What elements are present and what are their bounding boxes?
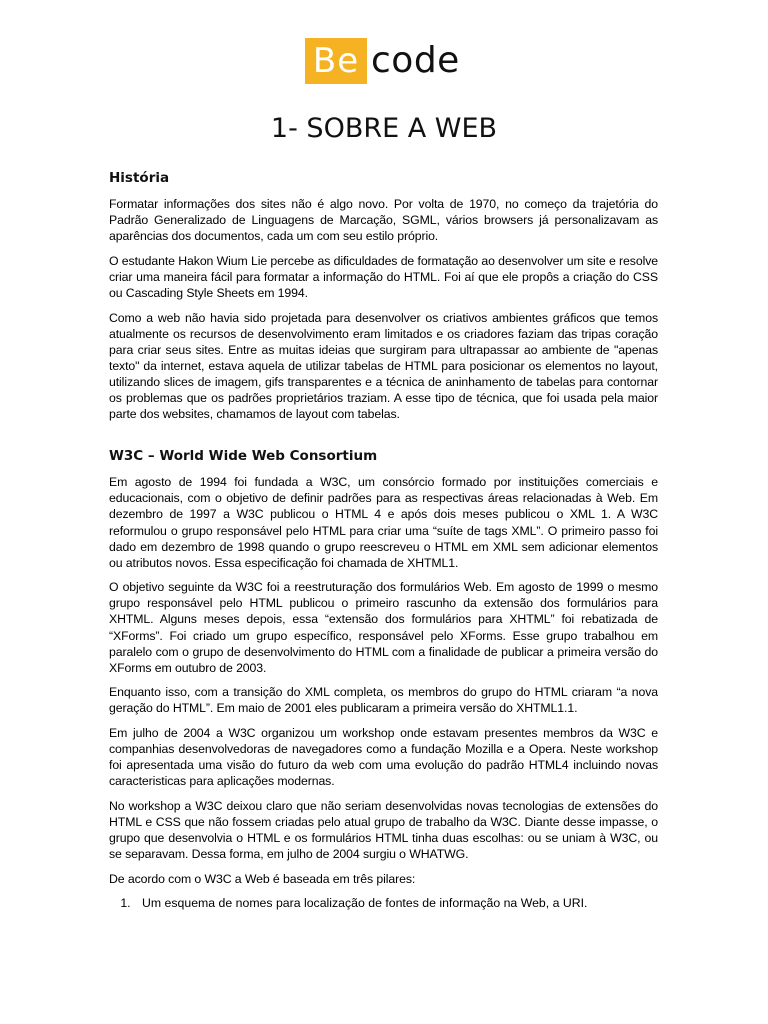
becode-logo: [305, 38, 460, 84]
w3c-paragraph: Em agosto de 1994 foi fundada a W3C, um consórcio formado por instituições comerciais e educacionais, com o objetivo de definir padrões para as respectivas áreas relacionadas à Web. Em dezembro de 1997 a W3C publicou o HTML 4 e após dois meses publicou o XML 1. A W3C reformulou o grupo responsável pelo HTML para criar uma “suíte de tags XML”. O primeiro passo foi dado em dezembro de 1998 quando o grupo reescreveu o HTML em XML sem adicionar elementos ou atributos novos. Essa especificação foi chamada de XHTML1.: [109, 475, 658, 570]
page-title: 1- SOBRE A WEB: [270, 113, 498, 144]
w3c-paragraph: Enquanto isso, com a transição do XML completa, os membros do grupo do HTML criaram “a nova geração do HTML”. Em maio de 2001 eles publicaram a primeira versão do XHTML1.1.: [109, 685, 658, 716]
logo-highlight: Be: [305, 38, 367, 84]
history-paragraph: O estudante Hakon Wium Lie percebe as dificuldades de formatação ao desenvolver um site e resolve criar uma maneira fácil para formatar a informação do HTML. Foi aí que ele propôs a criação do CSS ou Cascading Style Sheets em 1994.: [109, 253, 658, 300]
history-paragraph: Formatar informações dos sites não é algo novo. Por volta de 1970, no começo da trajetória do Padrão Generalizado de Linguagens de Marcação, SGML, vários browsers já personalizavam as aparências dos documentos, cada um com seu estilo próprio.: [109, 197, 658, 244]
pillars-list: [109, 895, 658, 911]
logo-text: code: [371, 40, 460, 81]
history-heading: História: [109, 170, 170, 186]
history-paragraph: Como a web não havia sido projetada para desenvolver os criativos ambientes gráficos que temos atualmente os recursos de desenvolvimento eram limitados e os criadores faziam das tripas coração para criar seus sites. Entre as muitas ideias que surgiram para ultrapassar ao ambiente de "apenas texto" da internet, estava aquela de utilizar tabelas de HTML para posicionar os elementos no layout, utilizando slices de imagem, gifs transparentes e a técnica de aninhamento de tabelas para contornar os problemas que os padrões proprietários traziam. A esse tipo de técnica, que foi usada pela maior parte dos websites, chamamos de layout com tabelas.: [109, 310, 658, 422]
w3c-paragraph: O objetivo seguinte da W3C foi a reestruturação dos formulários Web. Em agosto de 1999 o mesmo grupo responsável pelo HTML publicou o primeiro rascunho da extensão dos formulários para XHTML. Alguns meses depois, essa “extensão dos formulários para XHTML” foi rebatizada de “XForms”. Foi criado um grupo específico, responsável pelo XForms. Esse grupo trabalhou em paralelo com o grupo de desenvolvimento do HTML com a finalidade de publicar a primeira versão do XForms em outubro de 2003.: [109, 580, 658, 675]
w3c-paragraph: No workshop a W3C deixou claro que não seriam desenvolvidas novas tecnologias de extensões do HTML e CSS que não fossem criadas pelo atual grupo de trabalho da W3C. Diante desse impasse, o grupo que desenvolvia o HTML e os formulários HTML tinha duas escolhas: ou se uniam à W3C, ou se separavam. Dessa forma, em julho de 2004 surgiu o WHATWG.: [109, 798, 658, 862]
list-item: 1. Um esquema de nomes para localização de fontes de informação na Web, a URI.: [134, 895, 658, 911]
w3c-paragraph: De acordo com o W3C a Web é baseada em três pilares:: [109, 871, 416, 886]
w3c-heading: W3C – World Wide Web Consortium: [109, 448, 378, 465]
w3c-paragraph: Em julho de 2004 a W3C organizou um workshop onde estavam presentes membros da W3C e companhias desenvolvedoras de navegadores como a fundação Mozilla e a Opera. Neste workshop foi apresentada uma visão do futuro da web com uma evolução do padrão HTML4 incluindo novas caracteristicas para aplicações modernas.: [109, 726, 658, 789]
document-body: [109, 170, 658, 911]
